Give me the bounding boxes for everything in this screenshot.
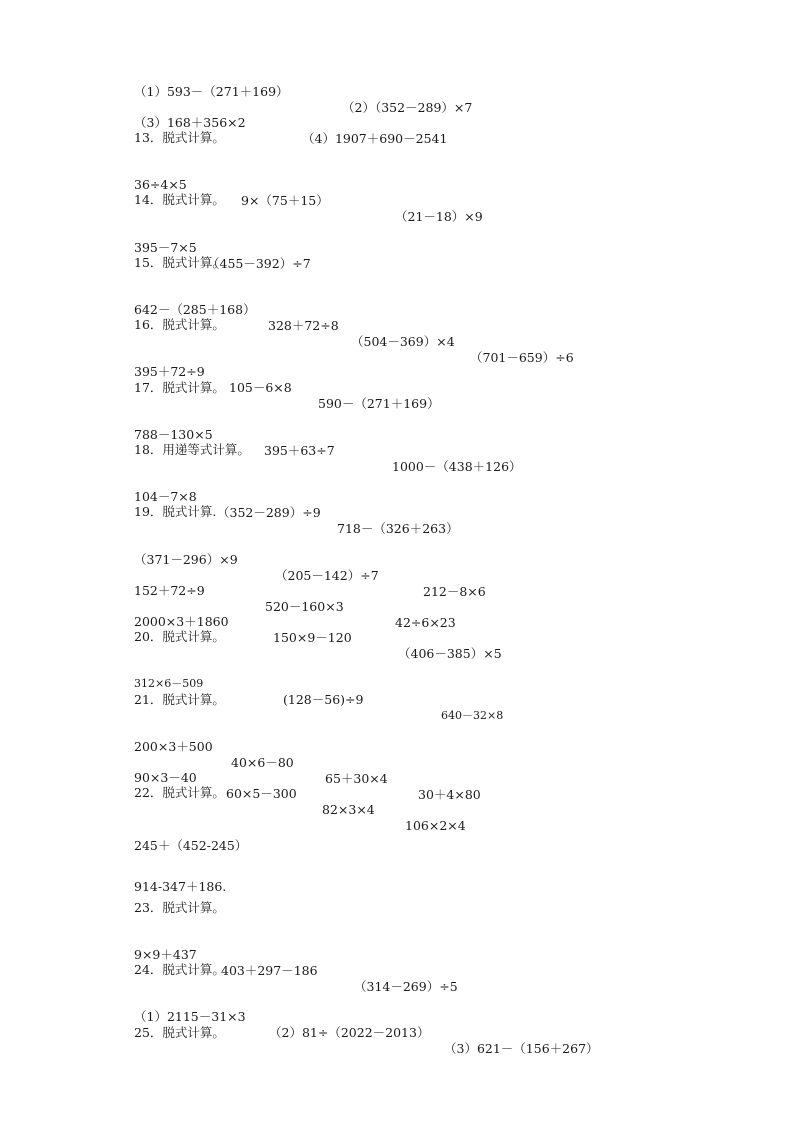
question-heading: 24．脱式计算。 [134, 962, 225, 977]
expression-item: （4）1907＋690－2541 [302, 131, 448, 146]
expression-item: 200×3＋500 [134, 739, 213, 754]
expression-item: 1000－（438＋126） [392, 459, 522, 474]
question-heading: 20．脱式计算。 [134, 629, 225, 644]
expression-item: （314－269）÷5 [354, 979, 458, 994]
expression-item: （21－18）×9 [395, 209, 483, 224]
expression-item: 590－（271＋169） [318, 396, 440, 411]
question-heading: 15．脱式计算。 [134, 255, 225, 270]
expression-item: 640－32×8 [441, 709, 504, 722]
expression-item: 106×2×4 [405, 818, 466, 833]
expression-item: （406－385）×5 [398, 646, 502, 661]
expression-item: (128－56)÷9 [283, 692, 364, 707]
expression-item: 150×9－120 [273, 630, 352, 645]
question-heading: 16．脱式计算。 [134, 317, 225, 332]
expression-item: （2）（352－289）×7 [342, 100, 473, 115]
expression-item: （1）2115－31×3 [134, 1009, 246, 1024]
question-heading: 23．脱式计算。 [134, 900, 225, 915]
expression-item: 395＋63÷7 [264, 443, 335, 458]
expression-item: 718－（326＋263） [337, 521, 459, 536]
question-heading: 18．用递等式计算。 [134, 442, 250, 457]
question-heading: 17．脱式计算。 [134, 380, 225, 395]
expression-item: 2000×3＋1860 [134, 614, 229, 629]
expression-item: （3）168＋356×2 [134, 115, 246, 130]
expression-item: 245＋（452-245） [134, 838, 248, 853]
question-heading: 21．脱式计算。 [134, 692, 225, 707]
expression-item: 403＋297－186 [221, 963, 318, 978]
expression-item: （1）593－（271＋169） [134, 84, 289, 99]
question-heading: 14．脱式计算。 [134, 192, 225, 207]
expression-item: 82×3×4 [322, 802, 375, 817]
expression-item: 152＋72÷9 [134, 583, 205, 598]
question-heading: 22．脱式计算。 [134, 785, 225, 800]
expression-item: 9×（75＋15） [241, 193, 329, 208]
expression-item: 312×6－509 [134, 677, 204, 690]
question-heading: 19．脱式计算. [134, 504, 217, 519]
expression-item: 65＋30×4 [325, 771, 388, 786]
expression-item: （455－392）÷7 [207, 256, 311, 271]
expression-item: 104－7×8 [134, 489, 197, 504]
expression-item: （701－659）÷6 [470, 350, 574, 365]
expression-item: 90×3－40 [134, 770, 197, 785]
question-heading: 13．脱式计算。 [134, 130, 225, 145]
expression-item: 30＋4×80 [418, 787, 481, 802]
expression-item: （371－296）×9 [134, 552, 238, 567]
expression-item: （352－289）÷9 [217, 505, 321, 520]
expression-item: 520－160×3 [265, 599, 344, 614]
expression-item: 642－（285＋168） [134, 302, 256, 317]
expression-item: 60×5－300 [226, 786, 297, 801]
expression-item: 42÷6×23 [395, 615, 456, 630]
expression-item: 212－8×6 [423, 584, 486, 599]
expression-item: 788－130×5 [134, 427, 213, 442]
expression-item: （504－369）×4 [351, 334, 455, 349]
expression-item: 914-347＋186. [134, 879, 227, 894]
expression-item: （3）621－（156＋267） [444, 1041, 599, 1056]
expression-item: 40×6－80 [231, 755, 294, 770]
expression-item: 9×9＋437 [134, 947, 197, 962]
expression-item: （205－142）÷7 [275, 568, 379, 583]
question-heading: 25．脱式计算。 [134, 1025, 225, 1040]
expression-item: （2）81÷（2022－2013） [269, 1025, 430, 1040]
expression-item: 328＋72÷8 [268, 318, 339, 333]
expression-item: 36÷4×5 [134, 177, 187, 192]
expression-item: 395－7×5 [134, 240, 197, 255]
expression-item: 105－6×8 [229, 380, 292, 395]
expression-item: 395＋72÷9 [134, 364, 205, 379]
